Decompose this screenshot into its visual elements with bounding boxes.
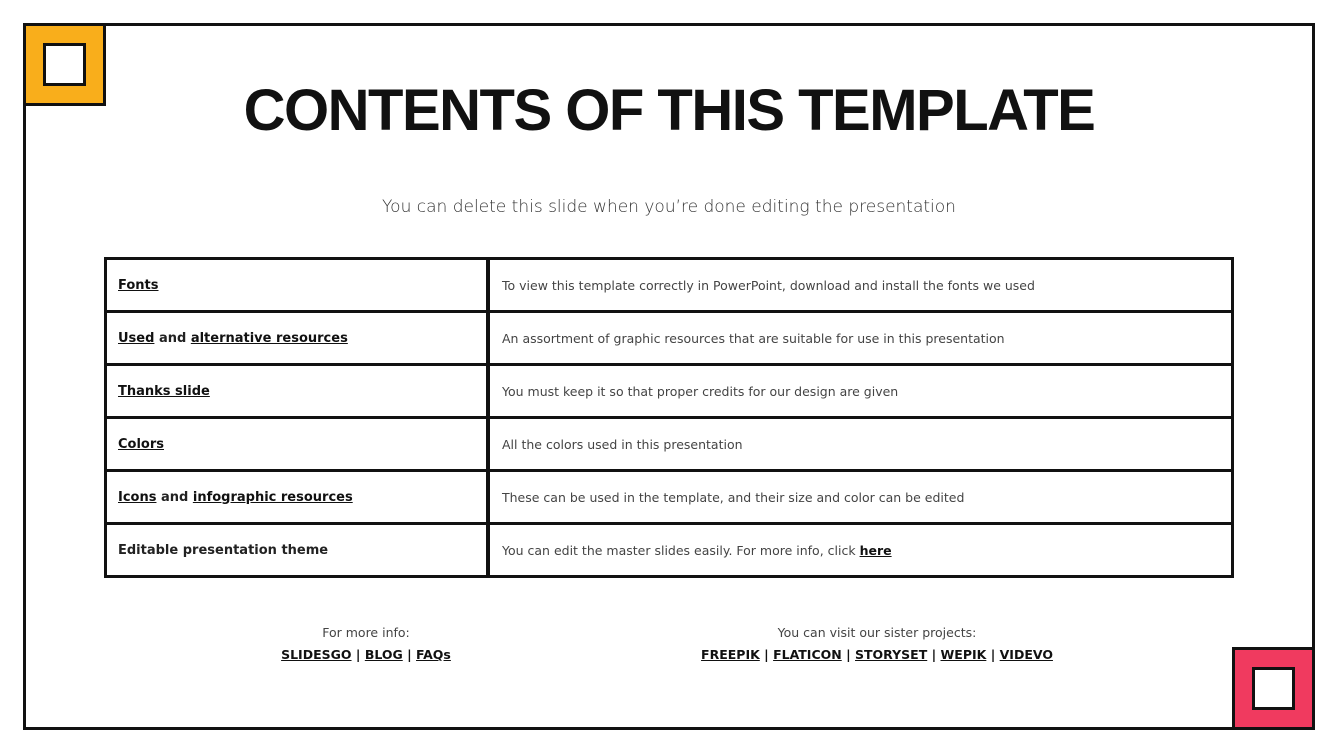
table-cell-item: [107, 525, 490, 575]
thanks-slide-link[interactable]: Thanks slide: [118, 383, 210, 399]
infographic-resources-link[interactable]: infographic resources: [192, 489, 353, 505]
alternative-resources-link[interactable]: alternative resources: [190, 330, 348, 346]
freepik-link[interactable]: FREEPIK: [701, 647, 760, 662]
corner-inner-square-bottom-right: [1252, 667, 1295, 710]
table-cell-item: [107, 366, 490, 416]
connector-text: and: [156, 489, 193, 505]
footer-sister-projects-label: You can visit our sister projects:: [777, 625, 977, 640]
link-separator: |: [927, 647, 941, 662]
table-row: [104, 257, 1234, 313]
faqs-link[interactable]: FAQs: [416, 647, 451, 662]
table-cell-description: You must keep it so that proper credits for our design are given: [502, 383, 899, 399]
link-separator: |: [402, 647, 417, 662]
link-separator: |: [351, 647, 365, 662]
videvo-link[interactable]: VIDEVO: [999, 647, 1053, 662]
link-separator: |: [841, 647, 856, 662]
footer-more-info-label: For more info:: [322, 625, 410, 640]
wepik-link[interactable]: WEPIK: [940, 647, 987, 662]
page-subtitle: You can delete this slide when you’re done editing the presentation: [382, 197, 956, 217]
table-row: [104, 469, 1234, 525]
flaticon-link[interactable]: FLATICON: [773, 647, 842, 662]
page-title: CONTENTS OF THIS TEMPLATE: [243, 78, 1095, 143]
table-cell-description: These can be used in the template, and their size and color can be edited: [502, 489, 965, 505]
table-cell-description: All the colors used in this presentation: [502, 436, 743, 452]
description-text: You can edit the master slides easily. For more info, click: [502, 542, 860, 558]
used-resources-link[interactable]: Used: [118, 330, 155, 346]
editable-theme-label: Editable presentation theme: [118, 542, 329, 558]
connector-text: and: [154, 330, 191, 346]
icons-link[interactable]: Icons: [118, 489, 157, 505]
table-cell-item: [107, 313, 490, 363]
table-row: [104, 363, 1234, 419]
slidesgo-link[interactable]: SLIDESGO: [281, 647, 352, 662]
footer-more-info: [216, 622, 516, 666]
table-cell-item: [107, 472, 490, 522]
blog-link[interactable]: BLOG: [364, 647, 403, 662]
table-cell-item: [107, 419, 490, 469]
colors-link[interactable]: Colors: [118, 436, 165, 452]
here-link[interactable]: here: [859, 542, 892, 558]
storyset-link[interactable]: STORYSET: [855, 647, 928, 662]
table-cell-description: To view this template correctly in PowerPoint, download and install the fonts we used: [502, 277, 1035, 293]
link-separator: |: [759, 647, 774, 662]
footer-info-links: [216, 644, 516, 666]
link-separator: |: [986, 647, 1000, 662]
table-cell-description: [490, 525, 1231, 575]
corner-square-bottom-right: [1232, 647, 1315, 730]
table-row: [104, 416, 1234, 472]
footer-sister-projects: [677, 622, 1077, 666]
footer-sister-links: [677, 644, 1077, 666]
fonts-link[interactable]: Fonts: [118, 277, 159, 293]
table-row: [104, 522, 1234, 578]
table-cell-description: An assortment of graphic resources that are suitable for use in this presentation: [502, 330, 1005, 346]
table-cell-item: [107, 260, 490, 310]
contents-table: [104, 257, 1234, 578]
table-row: [104, 310, 1234, 366]
